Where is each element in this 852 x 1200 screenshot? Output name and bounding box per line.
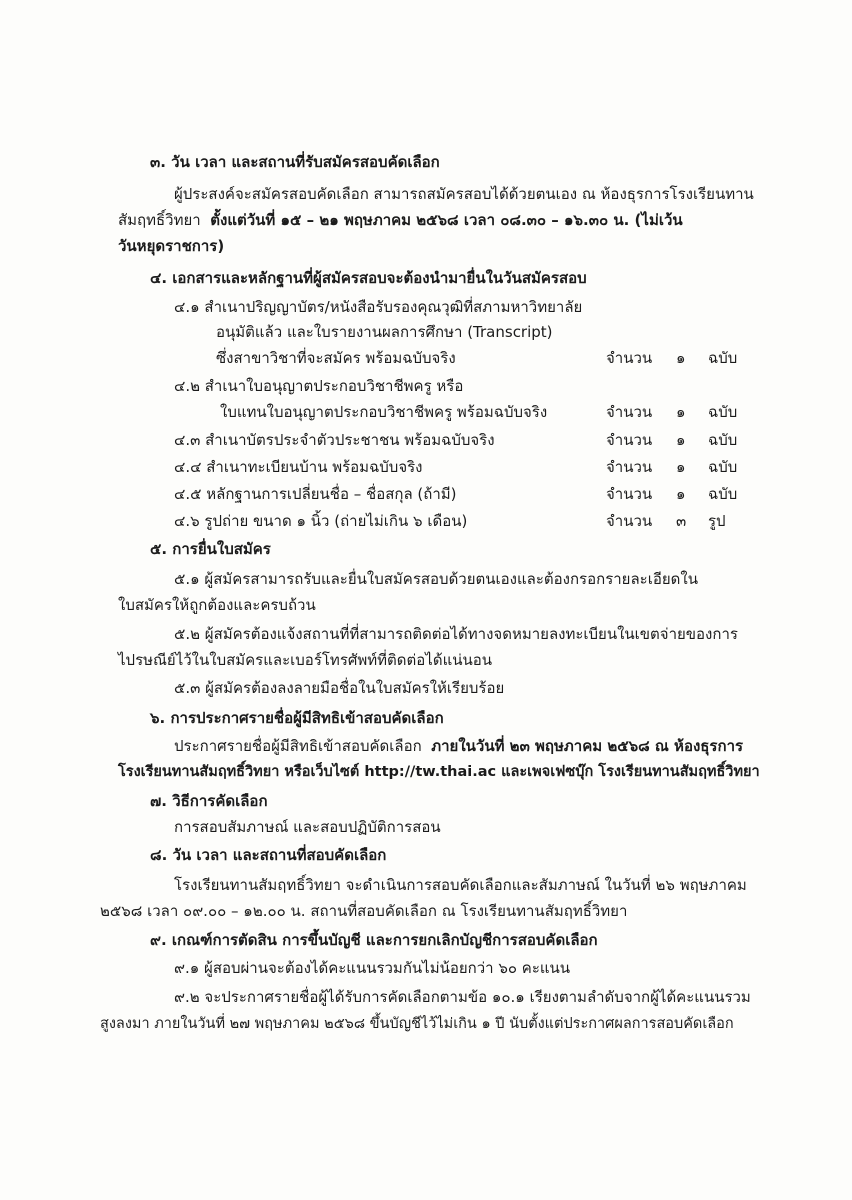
section-6-text: ประกาศรายชื่อผู้มีสิทธิเข้าสอบคัดเลือก (174, 737, 422, 755)
item-4-1-line-3: ซึ่งสาขาวิชาที่จะสมัคร พร้อมฉบับจริง (216, 349, 456, 367)
item-4-2-line-1: ๔.๒ สำเนาใบอนุญาตประกอบวิชาชีพครู หรือ (174, 377, 464, 395)
qty-unit: รูป (708, 512, 726, 530)
qty-number: ๑ (676, 458, 686, 476)
section-4-heading: ๔. เอกสารและหลักฐานที่ผู้สมัครสอบจะต้องนำมายื่นในวันสมัครสอบ (150, 269, 587, 287)
qty-unit: ฉบับ (708, 349, 738, 367)
section-9-heading: ๙. เกณฑ์การตัดสิน การขึ้นบัญชี และการยกเลิกบัญชีการสอบคัดเลือก (150, 931, 598, 949)
qty-unit: ฉบับ (708, 403, 738, 421)
item-4-1-line-2: อนุมัติแล้ว และใบรายงานผลการศึกษา (Transcript) (216, 323, 553, 341)
section-3-para-line-2 (118, 208, 683, 232)
item-4-1-line-1: ๔.๑ สำเนาปริญญาบัตร/หนังสือรับรองคุณวุฒิที่สภามหาวิทยาลัย (174, 298, 583, 316)
section-8-para-line-1: โรงเรียนทานสัมฤทธิ์วิทยา จะดำเนินการสอบคัดเลือกและสัมภาษณ์ ในวันที่ ๒๖ พฤษภาคม (174, 876, 747, 894)
item-4-5: ๔.๕ หลักฐานการเปลี่ยนชื่อ – ชื่อสกุล (ถ้ามี) (174, 485, 457, 503)
section-5-heading: ๕. การยื่นใบสมัคร (150, 540, 271, 558)
section-7-para: การสอบสัมภาษณ์ และสอบปฏิบัติการสอน (174, 818, 441, 836)
section-3-heading: ๓. วัน เวลา และสถานที่รับสมัครสอบคัดเลือก (150, 153, 440, 171)
section-5-2-line-2: ไปรษณีย์ไว้ในใบสมัครและเบอร์โทรศัพท์ที่ติดต่อได้แน่นอน (118, 651, 493, 669)
section-3-school-name: สัมฤทธิ์วิทยา (118, 211, 201, 229)
item-4-3: ๔.๓ สำเนาบัตรประจำตัวประชาชน พร้อมฉบับจริง (174, 431, 495, 449)
section-5-2-line-1: ๕.๒ ผู้สมัครต้องแจ้งสถานที่ที่สามารถติดต่อได้ทางจดหมายลงทะเบียนในเขตจ่ายของการ (174, 625, 738, 643)
qty-label: จำนวน (606, 349, 653, 367)
qty-label: จำนวน (606, 403, 653, 421)
qty-number: ๑ (676, 403, 686, 421)
item-4-6: ๔.๖ รูปถ่าย ขนาด ๑ นิ้ว (ถ่ายไม่เกิน ๖ เดือน) (174, 512, 468, 530)
section-6-heading: ๖. การประกาศรายชื่อผู้มีสิทธิเข้าสอบคัดเลือก (150, 709, 444, 727)
qty-label: จำนวน (606, 512, 653, 530)
section-6-para-line-2: โรงเรียนทานสัมฤทธิ์วิทยา หรือเว็บไซต์ http://tw.thai.ac และเพจเฟซบุ๊ก โรงเรียนทานสัมฤทธิ์วิทยา (118, 764, 760, 780)
qty-unit: ฉบับ (708, 458, 738, 476)
section-3-para-line-3: วันหยุดราชการ) (118, 237, 225, 255)
qty-label: จำนวน (606, 431, 653, 449)
section-6-para-line-1 (174, 734, 743, 758)
section-3-para-line-1: ผู้ประสงค์จะสมัครสอบคัดเลือก สามารถสมัครสอบได้ด้วยตนเอง ณ ห้องธุรการโรงเรียนทาน (174, 185, 754, 203)
section-5-1-line-1: ๕.๑ ผู้สมัครสามารถรับและยื่นใบสมัครสอบด้วยตนเองและต้องกรอกรายละเอียดใน (174, 570, 698, 588)
qty-number: ๑ (676, 431, 686, 449)
section-5-3: ๕.๓ ผู้สมัครต้องลงลายมือชื่อในใบสมัครให้เรียบร้อย (174, 679, 505, 697)
qty-number: ๑ (676, 485, 686, 503)
section-8-para-line-2: ๒๕๖๘ เวลา ๐๙.๐๐ – ๑๒.๐๐ น. สถานที่สอบคัดเลือก ณ โรงเรียนทานสัมฤทธิ์วิทยา (100, 902, 628, 920)
section-9-1: ๙.๑ ผู้สอบผ่านจะต้องได้คะแนนรวมกันไม่น้อยกว่า ๖๐ คะแนน (174, 959, 571, 977)
qty-label: จำนวน (606, 458, 653, 476)
qty-label: จำนวน (606, 485, 653, 503)
item-4-2-line-2: ใบแทนใบอนุญาตประกอบวิชาชีพครู พร้อมฉบับจริง (220, 403, 548, 421)
qty-number: ๓ (676, 512, 687, 530)
section-9-2-line-2: สูงลงมา ภายในวันที่ ๒๗ พฤษภาคม ๒๕๖๘ ขึ้นบัญชีไว้ไม่เกิน ๑ ปี นับตั้งแต่ประกาศผลการสอบคัดเลือก (100, 1016, 734, 1032)
section-3-period: ตั้งแต่วันที่ ๑๕ – ๒๑ พฤษภาคม ๒๕๖๘ เวลา ๐๘.๓๐ – ๑๖.๓๐ น. (ไม่เว้น (210, 211, 683, 229)
section-7-heading: ๗. วิธีการคัดเลือก (150, 792, 268, 810)
section-6-date: ภายในวันที่ ๒๓ พฤษภาคม ๒๕๖๘ ณ ห้องธุรการ (431, 737, 744, 755)
section-5-1-line-2: ใบสมัครให้ถูกต้องและครบถ้วน (118, 596, 316, 614)
qty-unit: ฉบับ (708, 485, 738, 503)
section-9-2-line-1: ๙.๒ จะประกาศรายชื่อผู้ได้รับการคัดเลือกตามข้อ ๑๐.๑ เรียงตามลำดับจากผู้ได้คะแนนรวม (174, 988, 751, 1006)
item-4-4: ๔.๔ สำเนาทะเบียนบ้าน พร้อมฉบับจริง (174, 458, 423, 476)
qty-unit: ฉบับ (708, 431, 738, 449)
section-8-heading: ๘. วัน เวลา และสถานที่สอบคัดเลือก (150, 846, 387, 864)
qty-number: ๑ (676, 349, 686, 367)
